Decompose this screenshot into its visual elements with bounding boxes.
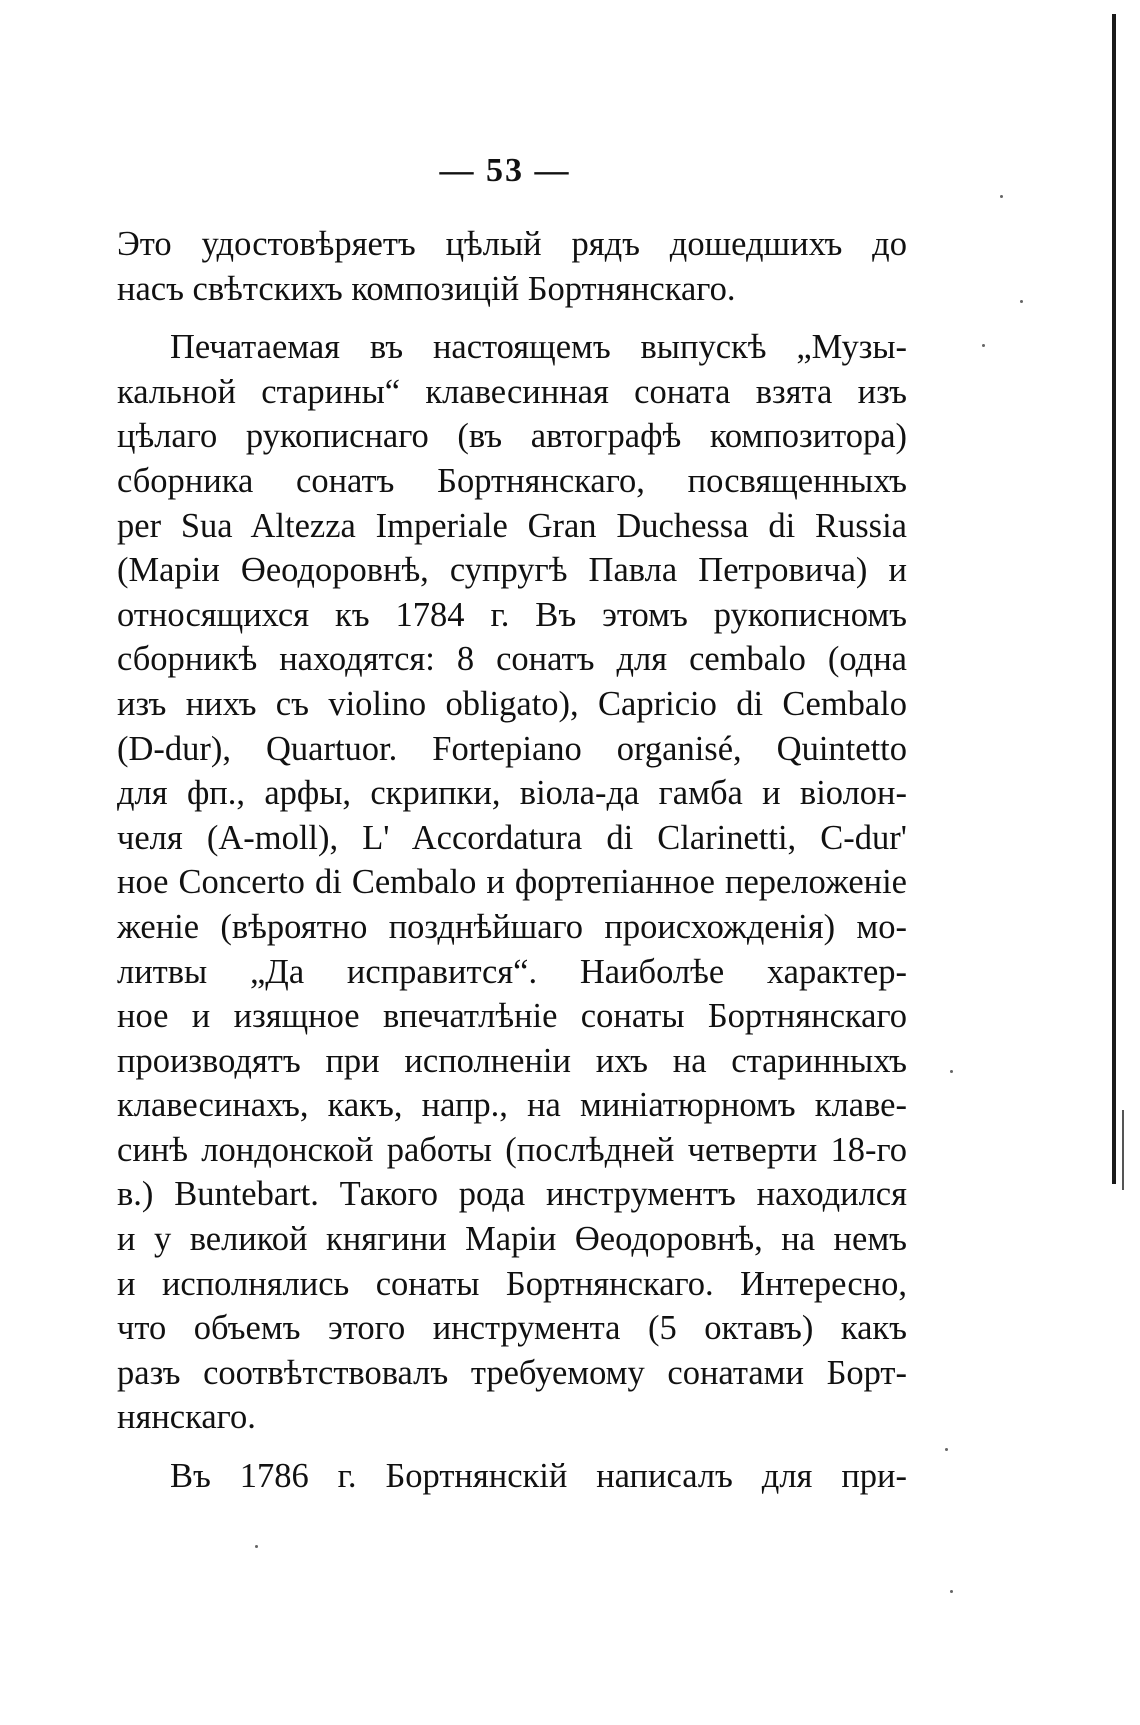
page-edge-mark [1122,1110,1124,1190]
scan-speck [1000,195,1003,198]
text-line: челя (A-moll), L' Accordatura di Clarinetti, C-dur' [117,818,907,857]
text-line: синѣ лондонской работы (послѣдней четверти 18-го [117,1130,907,1169]
text-line: в.) Buntebart. Такого рода инструментъ находился [117,1175,907,1214]
scan-speck [1020,300,1023,303]
text-line: Печатаемая въ настоящемъ выпускѣ „Музы- [170,328,907,367]
text-line: относящихся къ 1784 г. Въ этомъ рукописномъ [117,595,907,634]
text-line: (D-dur), Quartuor. Forteріano organisé, Quintetto [117,729,907,768]
text-line: и у великой княгини Маріи Өеодоровнѣ, на немъ [117,1220,907,1259]
body-text [117,222,907,1499]
page-edge-line [1112,14,1116,1184]
text-line: сборника сонатъ Бортнянскаго, посвященныхъ [117,461,907,500]
text-line: (Маріи Өеодоровнѣ, супругѣ Павла Петровича) и [117,551,907,590]
scan-speck [255,1545,258,1548]
text-line: насъ свѣтскихъ композицій Бортнянскаго. [117,269,736,308]
scan-speck [945,1448,948,1451]
scan-speck [982,344,985,347]
text-line: ное Concerto di Cembalo и фортепіанное переложеніе [117,863,907,902]
text-line: разъ соотвѣтствовалъ требуемому сонатами Борт- [117,1353,907,1392]
text-line: ное и изящное впечатлѣніе сонаты Бортнянскаго [117,997,907,1036]
text-line: сборникѣ находятся: 8 сонатъ для cembalo (одна [117,640,907,679]
text-line: цѣлаго рукописнаго (въ автографѣ композитора) [117,417,907,456]
text-line: per Sua Altezza Imperiale Gran Duchessa di Russia [117,506,907,545]
text-line: и исполнялись сонаты Бортнянскаго. Интересно, [117,1264,907,1303]
text-line: что объемъ этого инструмента (5 октавъ) какъ [117,1309,907,1348]
text-line: женіе (вѣроятно позднѣйшаго происхожденія) мо- [117,907,907,946]
text-line: изъ нихъ съ violino obligato), Capricio di Cembalo [117,684,907,723]
text-line: производятъ при исполненіи ихъ на старинныхъ [117,1041,907,1080]
scan-speck [950,1070,953,1073]
scan-speck [950,1590,953,1593]
text-line: нянскаго. [117,1398,256,1437]
page-number: — 53 — [439,152,571,189]
text-line: кальной старины“ клавесинная соната взята изъ [117,372,907,411]
text-line: Въ 1786 г. Бортнянскій написалъ для при- [170,1457,907,1496]
text-line: литвы „Да исправится“. Наиболѣе характер- [117,952,907,991]
text-line: Это удостовѣряетъ цѣлый рядъ дошедшихъ до [117,225,907,263]
text-line: клавесинахъ, какъ, напр., на миніатюрномъ клаве- [117,1086,907,1125]
text-line: для фп., арфы, скрипки, віола-да гамба и віолон- [117,774,907,813]
